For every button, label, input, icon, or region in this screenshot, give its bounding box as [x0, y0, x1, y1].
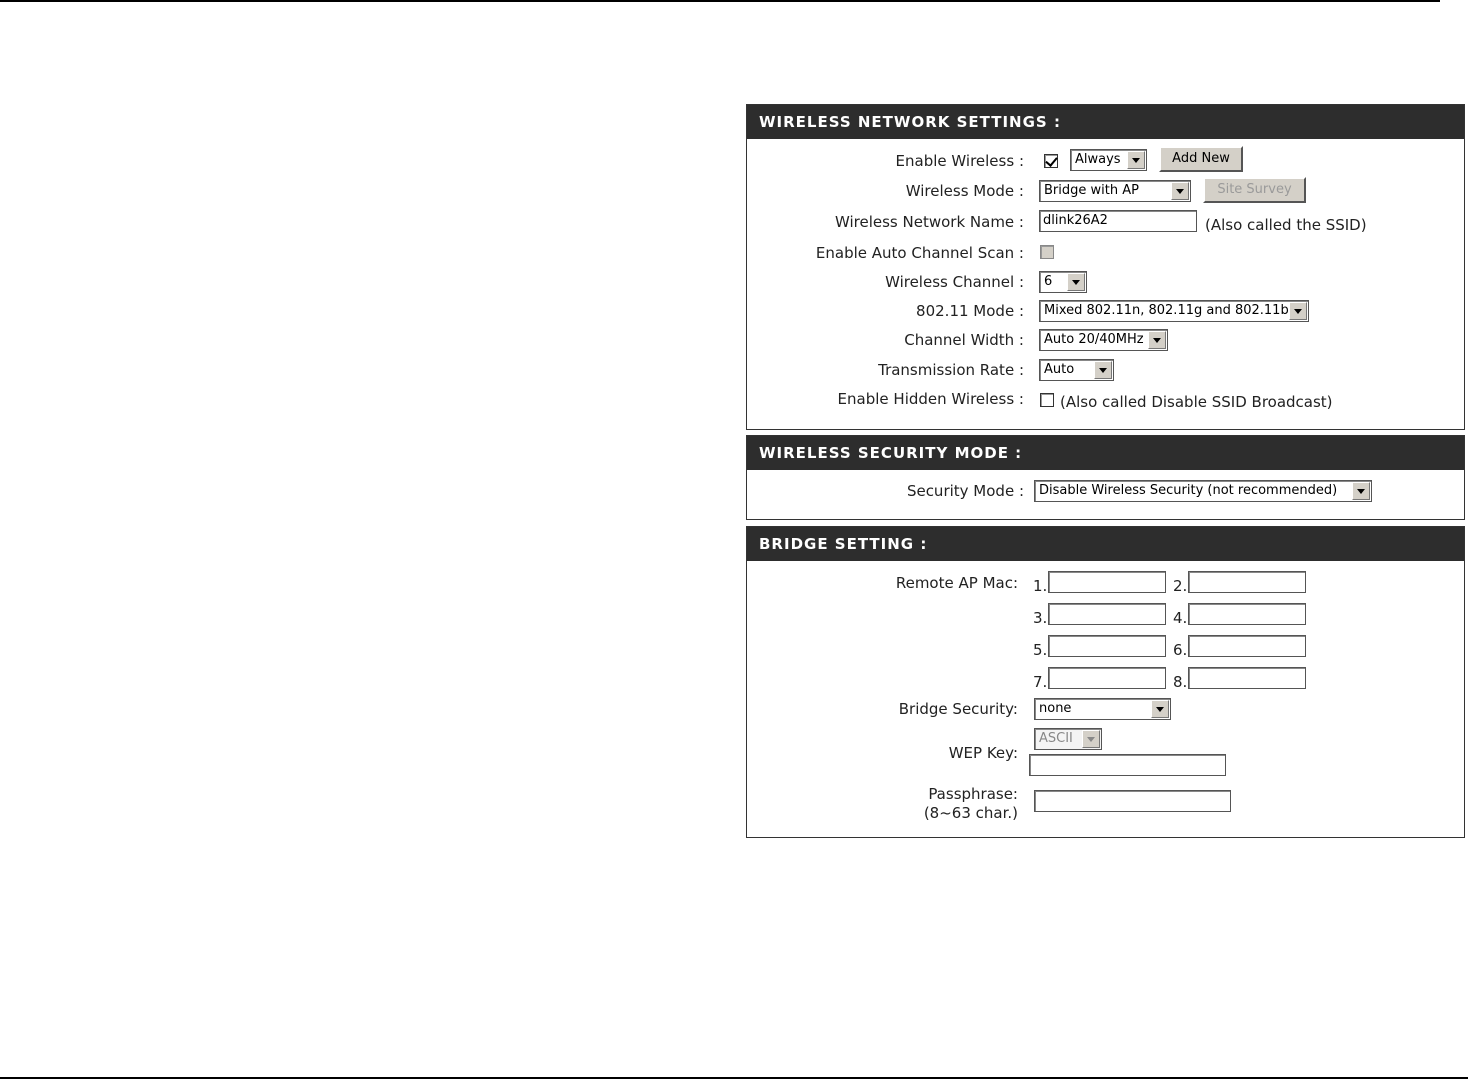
mac-3-input[interactable]	[1048, 603, 1166, 625]
bridge-setting-panel	[746, 526, 1465, 838]
mac-4-input[interactable]	[1188, 603, 1306, 625]
wep-key-input[interactable]	[1029, 754, 1226, 776]
wireless-mode-select[interactable]	[1039, 180, 1191, 202]
channel-width-label: Channel Width :	[904, 331, 1024, 349]
security-mode-label: Security Mode :	[906, 482, 1024, 500]
wep-format-select[interactable]	[1034, 728, 1102, 750]
enable-wireless-label: Enable Wireless :	[895, 152, 1024, 170]
chevron-down-icon	[1067, 273, 1085, 291]
mac-6-label: 6.	[1173, 641, 1188, 659]
transmission-rate-select[interactable]	[1039, 359, 1114, 381]
wireless-mode-label: Wireless Mode :	[905, 182, 1024, 200]
mac-5-input[interactable]	[1048, 635, 1166, 657]
add-new-button[interactable]: Add New	[1159, 146, 1243, 172]
mac-6-input[interactable]	[1188, 635, 1306, 657]
network-name-label: Wireless Network Name :	[834, 213, 1024, 231]
channel-width-value: Auto 20/40MHz	[1044, 332, 1144, 347]
mode-80211-value: Mixed 802.11n, 802.11g and 802.11b	[1044, 303, 1289, 318]
mac-1-input[interactable]	[1048, 571, 1166, 593]
bridge-setting-header: BRIDGE SETTING :	[747, 527, 1464, 561]
chevron-down-icon	[1082, 730, 1100, 748]
chevron-down-icon	[1094, 361, 1112, 379]
wireless-network-settings-header: WIRELESS NETWORK SETTINGS :	[747, 105, 1464, 139]
schedule-select-value: Always	[1075, 152, 1121, 167]
chevron-down-icon	[1352, 482, 1370, 500]
bridge-security-select[interactable]	[1034, 698, 1171, 720]
mac-3-label: 3.	[1033, 609, 1048, 627]
mac-2-label: 2.	[1173, 577, 1188, 595]
site-survey-button[interactable]: Site Survey	[1203, 177, 1306, 203]
auto-channel-scan-label: Enable Auto Channel Scan :	[815, 244, 1024, 262]
wireless-security-mode-header: WIRELESS SECURITY MODE :	[747, 436, 1464, 470]
mode-80211-select[interactable]	[1039, 300, 1309, 322]
wep-format-value: ASCII	[1039, 731, 1073, 746]
chevron-down-icon	[1127, 151, 1145, 169]
chevron-down-icon	[1151, 700, 1169, 718]
wireless-mode-value: Bridge with AP	[1044, 183, 1139, 198]
mac-8-label: 8.	[1173, 673, 1188, 691]
mode-80211-label: 802.11 Mode :	[916, 302, 1024, 320]
wireless-security-mode-panel	[746, 435, 1465, 520]
chevron-down-icon	[1289, 302, 1307, 320]
wep-key-label: WEP Key:	[948, 744, 1018, 762]
hidden-wireless-label: Enable Hidden Wireless :	[837, 390, 1024, 408]
channel-width-select[interactable]	[1039, 329, 1168, 351]
passphrase-input[interactable]	[1034, 790, 1231, 812]
mac-7-input[interactable]	[1048, 667, 1166, 689]
transmission-rate-value: Auto	[1044, 362, 1075, 377]
schedule-select[interactable]	[1070, 149, 1147, 171]
mac-7-label: 7.	[1033, 673, 1048, 691]
wireless-channel-value: 6	[1044, 274, 1053, 289]
top-rule	[0, 0, 1440, 2]
security-mode-select[interactable]	[1034, 480, 1372, 502]
chevron-down-icon	[1148, 331, 1166, 349]
mac-5-label: 5.	[1033, 641, 1048, 659]
enable-wireless-checkbox[interactable]	[1044, 154, 1058, 168]
mac-4-label: 4.	[1173, 609, 1188, 627]
passphrase-hint: (8~63 char.)	[923, 804, 1018, 822]
ssid-note: (Also called the SSID)	[1205, 216, 1367, 234]
wireless-channel-select[interactable]	[1039, 271, 1087, 293]
hidden-wireless-checkbox[interactable]	[1040, 393, 1054, 407]
bottom-rule	[0, 1077, 1468, 1079]
mac-2-input[interactable]	[1188, 571, 1306, 593]
bridge-security-value: none	[1039, 701, 1072, 716]
mac-8-input[interactable]	[1188, 667, 1306, 689]
transmission-rate-label: Transmission Rate :	[878, 361, 1024, 379]
auto-channel-scan-checkbox[interactable]	[1040, 245, 1054, 259]
mac-1-label: 1.	[1033, 577, 1048, 595]
wireless-channel-label: Wireless Channel :	[885, 273, 1024, 291]
chevron-down-icon	[1171, 182, 1189, 200]
remote-ap-mac-label: Remote AP Mac:	[895, 574, 1018, 592]
security-mode-value: Disable Wireless Security (not recommended)	[1039, 483, 1338, 498]
hidden-wireless-note: (Also called Disable SSID Broadcast)	[1060, 393, 1333, 411]
bridge-security-label: Bridge Security:	[898, 700, 1018, 718]
wireless-network-settings-panel	[746, 104, 1465, 430]
passphrase-label: Passphrase:	[928, 785, 1018, 803]
network-name-input[interactable]: dlink26A2	[1039, 210, 1197, 232]
